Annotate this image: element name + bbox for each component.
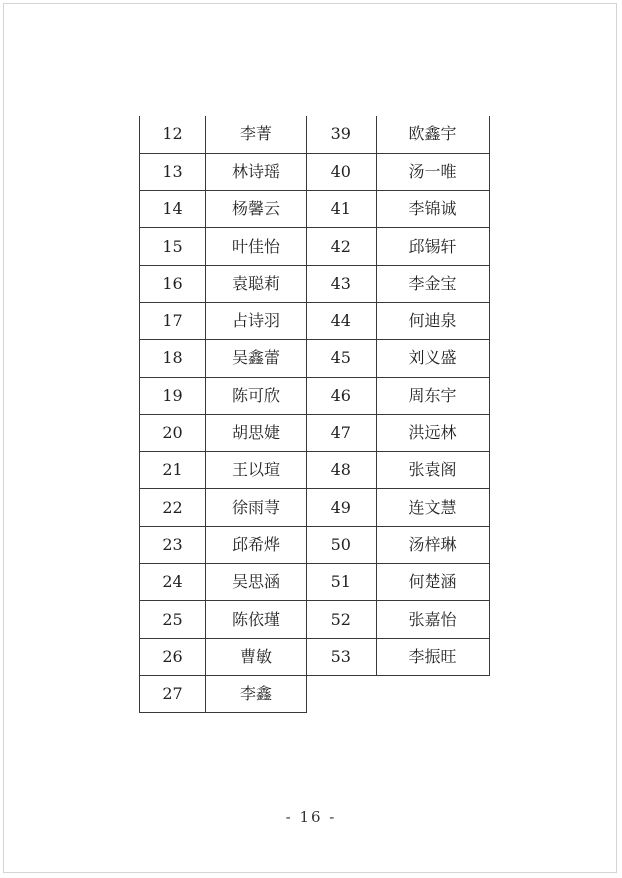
- person-name: 周东宇: [376, 377, 489, 414]
- table-row: [140, 191, 307, 228]
- row-number: 44: [306, 302, 376, 339]
- table-row: [140, 489, 307, 526]
- person-name: 邱锡轩: [376, 228, 489, 265]
- table-row: [306, 601, 489, 638]
- row-number: 25: [140, 601, 206, 638]
- person-name: 李金宝: [376, 265, 489, 302]
- row-number: 45: [306, 340, 376, 377]
- row-number: 15: [140, 228, 206, 265]
- row-number: 14: [140, 191, 206, 228]
- row-number: 12: [140, 116, 206, 153]
- person-name: 陈可欣: [206, 377, 307, 414]
- person-name: 曹敏: [206, 638, 307, 675]
- person-name: 李菁: [206, 116, 307, 153]
- table-row: [140, 153, 307, 190]
- table-row: [306, 116, 489, 153]
- person-name: 李振旺: [376, 638, 489, 675]
- table-row: [306, 153, 489, 190]
- person-name: 欧鑫宇: [376, 116, 489, 153]
- table-row: [306, 302, 489, 339]
- person-name: 胡思婕: [206, 414, 307, 451]
- person-name: 王以瑄: [206, 452, 307, 489]
- person-name: 林诗瑶: [206, 153, 307, 190]
- table-row: [306, 638, 489, 675]
- person-name: 占诗羽: [206, 302, 307, 339]
- person-name: 徐雨荨: [206, 489, 307, 526]
- row-number: 18: [140, 340, 206, 377]
- table-row: [140, 116, 307, 153]
- table-row: [140, 414, 307, 451]
- row-number: 46: [306, 377, 376, 414]
- row-number: 23: [140, 526, 206, 563]
- table-row: [140, 564, 307, 601]
- roster-table-right-body: [306, 116, 489, 675]
- row-number: 26: [140, 638, 206, 675]
- person-name: 张袁阁: [376, 452, 489, 489]
- row-number: 50: [306, 526, 376, 563]
- person-name: 何迪泉: [376, 302, 489, 339]
- table-row: [140, 675, 307, 712]
- row-number: 19: [140, 377, 206, 414]
- person-name: 杨馨云: [206, 191, 307, 228]
- table-row: [140, 638, 307, 675]
- person-name: 陈依瑾: [206, 601, 307, 638]
- row-number: 51: [306, 564, 376, 601]
- table-row: [140, 302, 307, 339]
- person-name: 汤一唯: [376, 153, 489, 190]
- table-row: [306, 191, 489, 228]
- page-number: - 16 -: [285, 808, 337, 826]
- row-number: 22: [140, 489, 206, 526]
- row-number: 53: [306, 638, 376, 675]
- person-name: 李锦诚: [376, 191, 489, 228]
- row-number: 13: [140, 153, 206, 190]
- person-name: 洪远林: [376, 414, 489, 451]
- person-name: 吴鑫蕾: [206, 340, 307, 377]
- person-name: 邱希烨: [206, 526, 307, 563]
- table-row: [306, 377, 489, 414]
- table-row: [140, 526, 307, 563]
- row-number: 20: [140, 414, 206, 451]
- row-number: 24: [140, 564, 206, 601]
- row-number: 48: [306, 452, 376, 489]
- person-name: 叶佳怡: [206, 228, 307, 265]
- person-name: 汤梓琳: [376, 526, 489, 563]
- row-number: 42: [306, 228, 376, 265]
- table-row: [306, 340, 489, 377]
- table-row: [140, 377, 307, 414]
- row-number: 43: [306, 265, 376, 302]
- table-row: [306, 228, 489, 265]
- person-name: 张嘉怡: [376, 601, 489, 638]
- row-number: 16: [140, 265, 206, 302]
- row-number: 27: [140, 675, 206, 712]
- person-name: 吴思涵: [206, 564, 307, 601]
- person-name: 刘义盛: [376, 340, 489, 377]
- person-name: 连文慧: [376, 489, 489, 526]
- person-name: 李鑫: [206, 675, 307, 712]
- row-number: 52: [306, 601, 376, 638]
- table-row: [140, 228, 307, 265]
- person-name: 袁聪莉: [206, 265, 307, 302]
- row-number: 40: [306, 153, 376, 190]
- row-number: 39: [306, 116, 376, 153]
- roster-table-left: [139, 116, 307, 713]
- row-number: 49: [306, 489, 376, 526]
- table-row: [306, 489, 489, 526]
- row-number: 17: [140, 302, 206, 339]
- table-row: [140, 601, 307, 638]
- roster-table-left-body: [140, 116, 307, 713]
- table-row: [140, 340, 307, 377]
- table-row: [306, 414, 489, 451]
- table-row: [306, 526, 489, 563]
- row-number: 21: [140, 452, 206, 489]
- table-row: [306, 265, 489, 302]
- table-row: [306, 564, 489, 601]
- table-row: [140, 265, 307, 302]
- row-number: 47: [306, 414, 376, 451]
- person-name: 何楚涵: [376, 564, 489, 601]
- row-number: 41: [306, 191, 376, 228]
- table-row: [140, 452, 307, 489]
- table-row: [306, 452, 489, 489]
- roster-table-right: [306, 116, 490, 676]
